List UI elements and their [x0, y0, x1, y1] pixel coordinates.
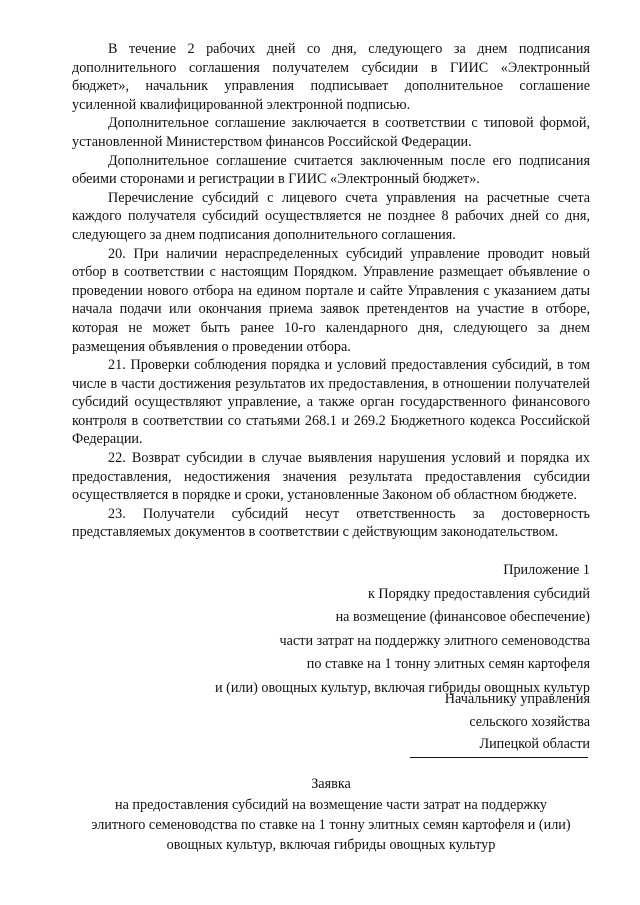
signature-blank-line	[410, 757, 588, 758]
appendix-line: к Порядку предоставления субсидий	[367, 585, 590, 602]
paragraph-23-responsibility: 23. Получатели субсидий несут ответственность за достоверность представляемых документов в соответствии с действующим законодательством.	[72, 505, 590, 541]
paragraph-additional-agreement-signing: В течение 2 рабочих дней со дня, следующего за днем подписания дополнительного соглашения получателем субсидии в ГИИС «Электронный бюджет», начальник управления подписывает дополнительное соглашение усиленной квалифицированной электронной подписью.	[72, 41, 590, 113]
application-subtitle-line: элитного семеноводства по ставке на 1 тонну элитных семян картофеля и (или)	[91, 817, 571, 833]
paragraph-20-new-selection: 20. При наличии нераспределенных субсидий управление проводит новый отбор в соответствии с настоящим Порядком. Управление размещает объявление о проведении нового отбора на едином портале и сайте Управления с указанием даты начала подачи или окончания приема заявок претендентов на участие в отборе, которая не может быть ранее 10-го календарного дня, следующего за днем размещения объявления о проведении отбора.	[72, 245, 590, 355]
appendix-line: на возмещение (финансовое обеспечение)	[335, 609, 590, 625]
appendix-line: части затрат на поддержку элитного семеноводства	[279, 632, 590, 649]
application-subtitle-line: на предоставления субсидий на возмещение части затрат на поддержку	[114, 797, 548, 813]
body-text	[72, 40, 590, 542]
appendix-header	[130, 559, 590, 700]
paragraph-agreement-concluded: Дополнительное соглашение считается заключенным после его подписания обеими сторонами и регистрации в ГИИС «Электронный бюджет».	[72, 152, 590, 188]
paragraph-standard-form: Дополнительное соглашение заключается в соответствии с типовой формой, установленной Министерством финансов Российской Федерации.	[72, 115, 590, 150]
addressee-block	[290, 688, 590, 756]
application-subtitle	[68, 795, 594, 855]
appendix-line: Приложение 1	[503, 562, 590, 578]
appendix-line: по ставке на 1 тонну элитных семян картофеля	[306, 656, 590, 672]
addressee-line: Начальнику управления	[444, 691, 590, 707]
paragraph-22-subsidy-return: 22. Возврат субсидии в случае выявления нарушения условий и порядка их предоставления, недостижения значения результата предоставления субсидии осуществляется в порядке и сроки, установленные Законом об областном бюджете.	[72, 450, 590, 504]
application-title: Заявка	[311, 776, 351, 792]
application-subtitle-line: овощных культур, включая гибриды овощных культур	[166, 837, 496, 853]
paragraph-21-inspections: 21. Проверки соблюдения порядка и условий предоставления субсидий, в том числе в части достижения результатов их предоставления, в отношении получателей субсидий осуществляют управление, а также орган государственного финансового контроля в соответствии со статьями 268.1 и 269.2 Бюджетного кодекса Российской Федерации.	[72, 357, 590, 448]
addressee-line: сельского хозяйства	[469, 713, 590, 730]
appendix-line: и (или) овощных культур, включая гибриды овощных культур	[214, 679, 590, 696]
addressee-line: Липецкой области	[479, 736, 590, 752]
paragraph-subsidy-transfer: Перечисление субсидий с лицевого счета управления на расчетные счета каждого получателя субсидий осуществляется не позднее 8 рабочих дней со дня, следующего за днем подписания дополнительного соглашения.	[72, 189, 590, 243]
